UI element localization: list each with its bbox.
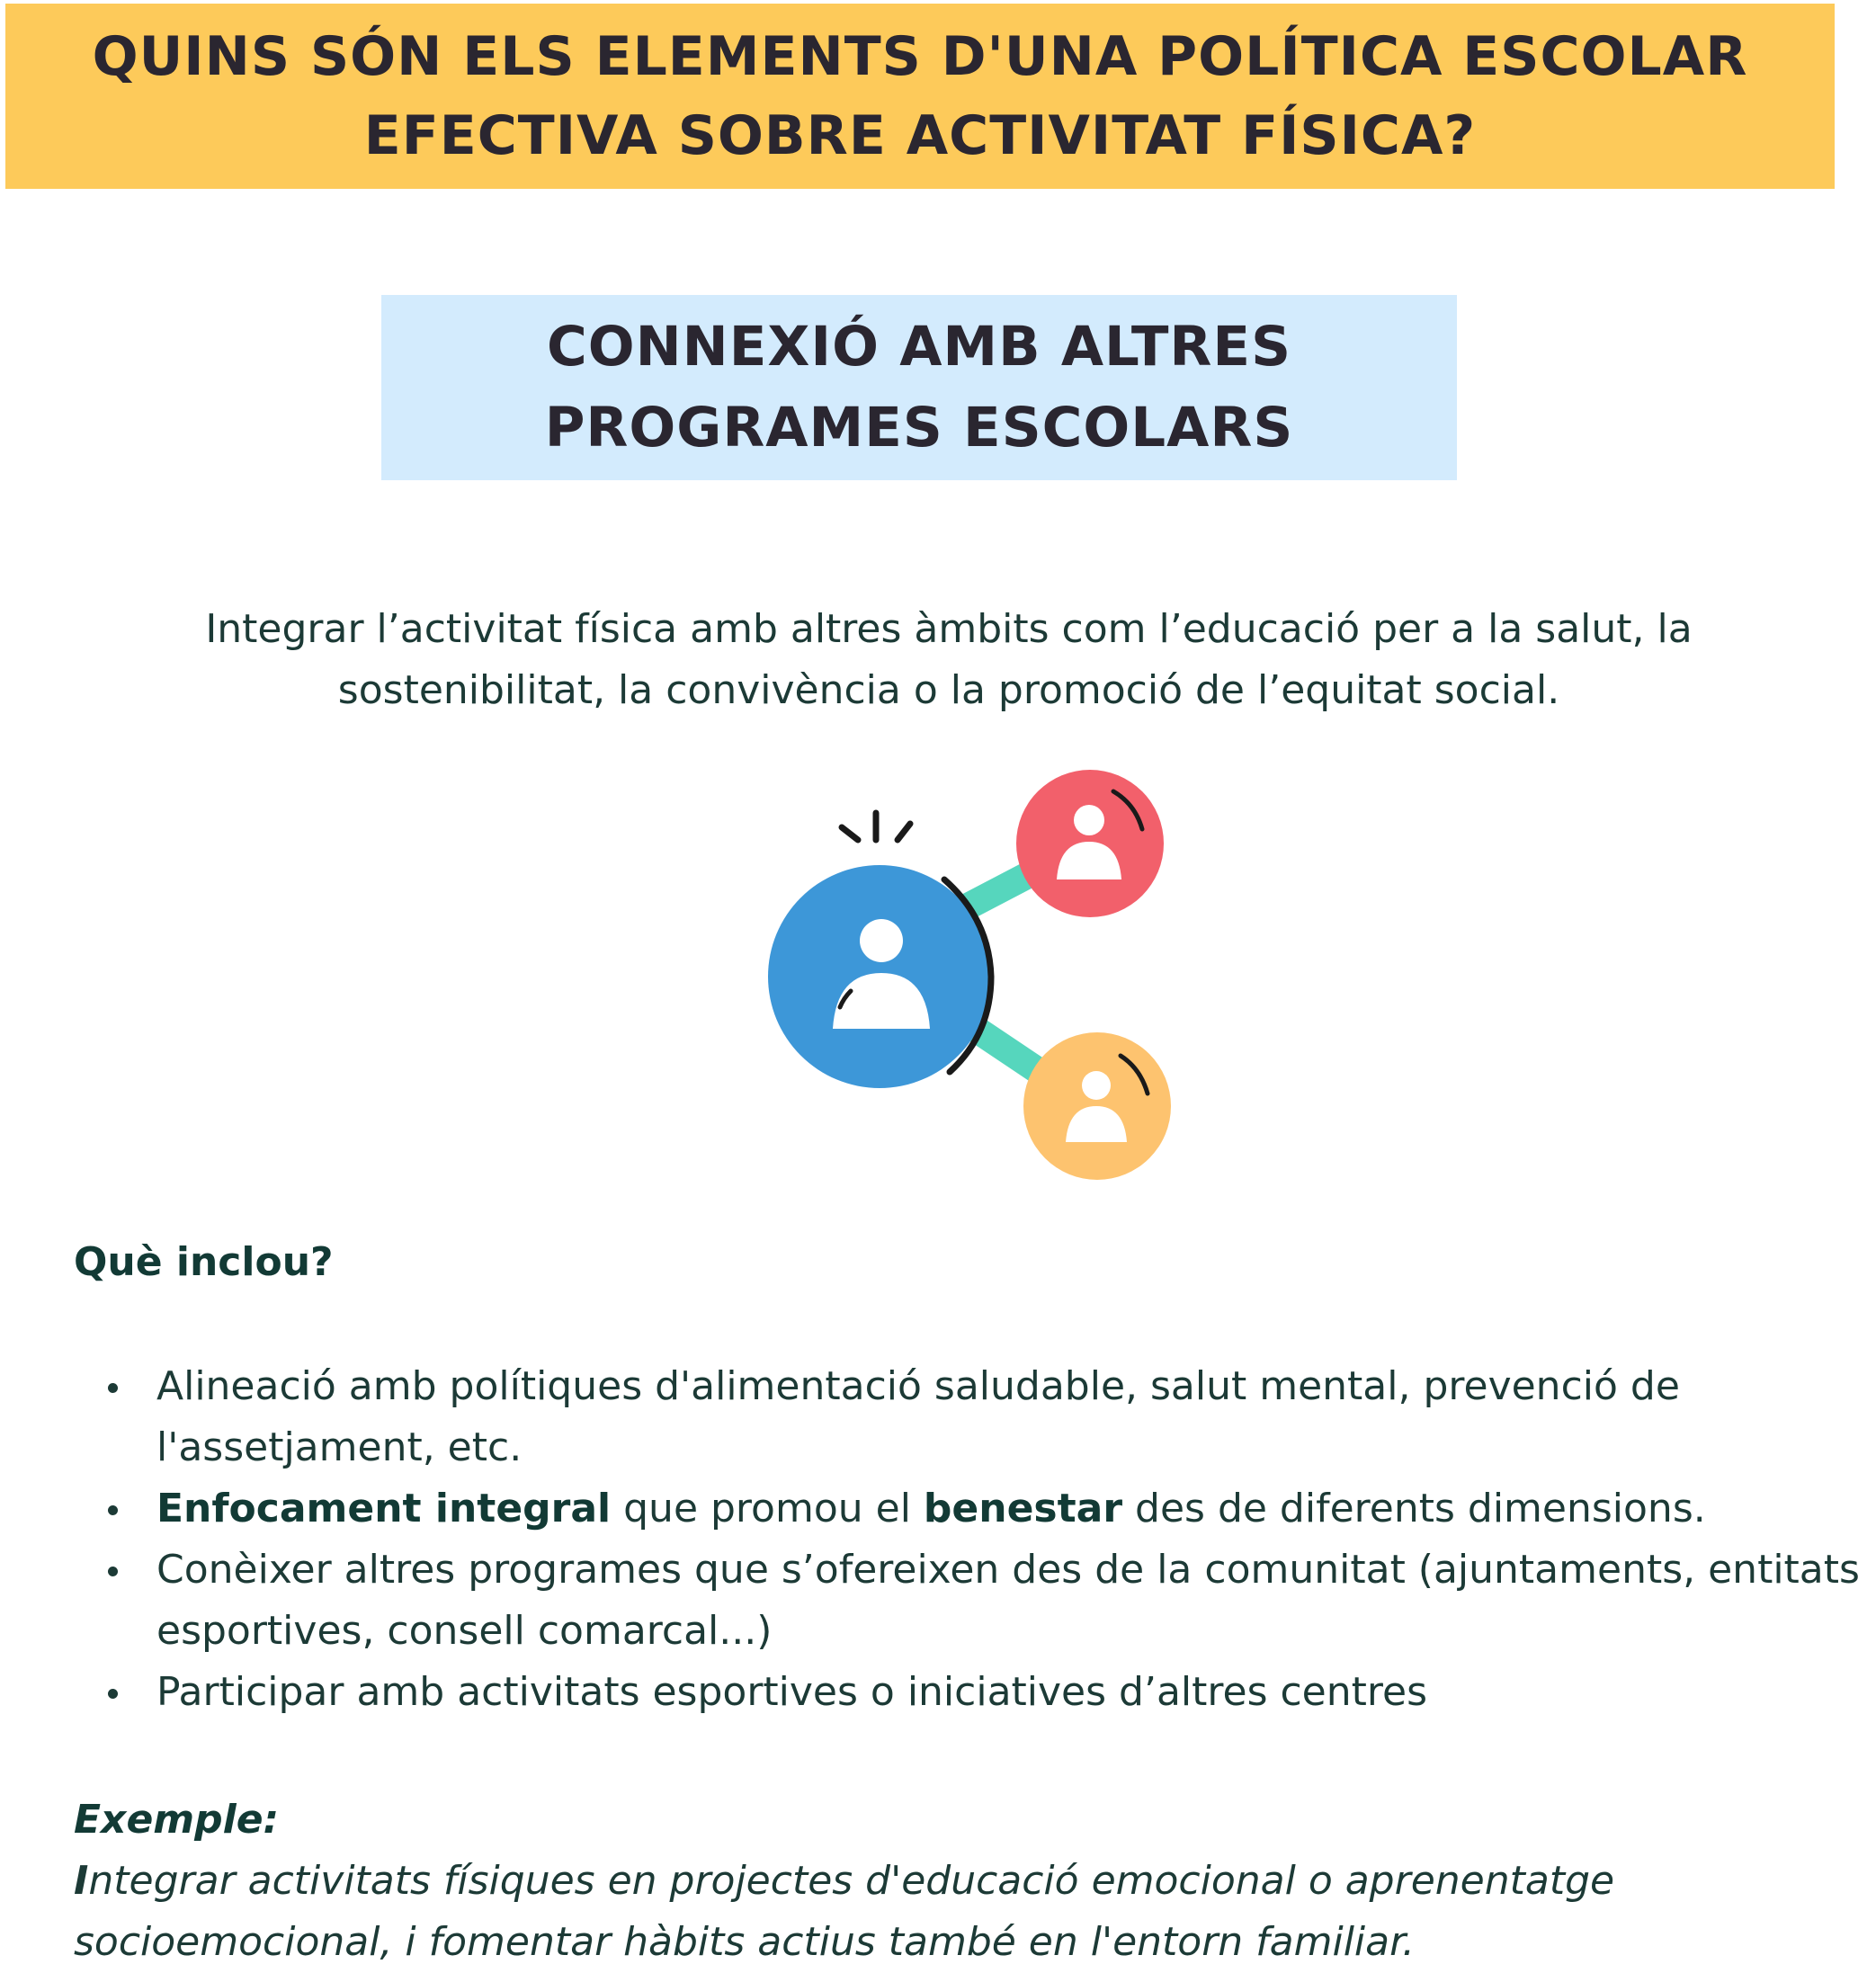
item-text: Conèixer altres programes que s’ofereixen des de la comunitat (ajuntaments, entitats esportives, consell comarcal...) bbox=[156, 1547, 1860, 1654]
main-person-icon bbox=[768, 865, 991, 1088]
includes-heading: Què inclou? bbox=[74, 1239, 334, 1285]
item-text: Participar amb activitats esportives o iniciatives d’altres centres bbox=[156, 1669, 1428, 1715]
example-text bbox=[74, 1851, 1863, 1973]
list-item bbox=[74, 1478, 1872, 1540]
list-item bbox=[74, 1662, 1872, 1723]
list-item bbox=[74, 1356, 1872, 1478]
example-body: ntegrar activitats físiques en projectes d'educació emocional o aprenentatge socioemocional, i fomentar hàbits actius també en l'entorn familiar. bbox=[74, 1858, 1615, 1965]
example-label: Exemple: bbox=[74, 1797, 280, 1843]
example-first-letter: I bbox=[74, 1858, 89, 1904]
item-text: Alineació amb polítiques d'alimentació saludable, salut mental, prevenció de l'assetjament, etc. bbox=[156, 1363, 1680, 1470]
people-connection-icon bbox=[757, 766, 1189, 1185]
section-banner bbox=[381, 295, 1457, 480]
page-title: QUINS SÓN ELS ELEMENTS D'UNA POLÍTICA ESCOLAR EFECTIVA SOBRE ACTIVITAT FÍSICA? bbox=[92, 25, 1748, 167]
bottom-person-icon bbox=[1023, 1032, 1171, 1180]
item-bold-text: Enfocament integral bbox=[156, 1486, 612, 1531]
title-banner bbox=[5, 4, 1835, 189]
section-title: CONNEXIÓ AMB ALTRES PROGRAMES ESCOLARS bbox=[544, 315, 1294, 460]
attention-marks-icon bbox=[842, 813, 910, 840]
top-person-icon bbox=[1016, 770, 1164, 917]
item-text: des de diferents dimensions. bbox=[1122, 1486, 1706, 1531]
item-bold-text: benestar bbox=[923, 1486, 1123, 1531]
list-item bbox=[74, 1540, 1872, 1662]
item-text: que promou el bbox=[611, 1486, 924, 1531]
intro-text: Integrar l’activitat física amb altres àmbits com l’educació per a la salut, la sostenibilitat, la convivència o la promoció de l’equitat social. bbox=[205, 606, 1693, 713]
includes-list bbox=[74, 1356, 1872, 1723]
